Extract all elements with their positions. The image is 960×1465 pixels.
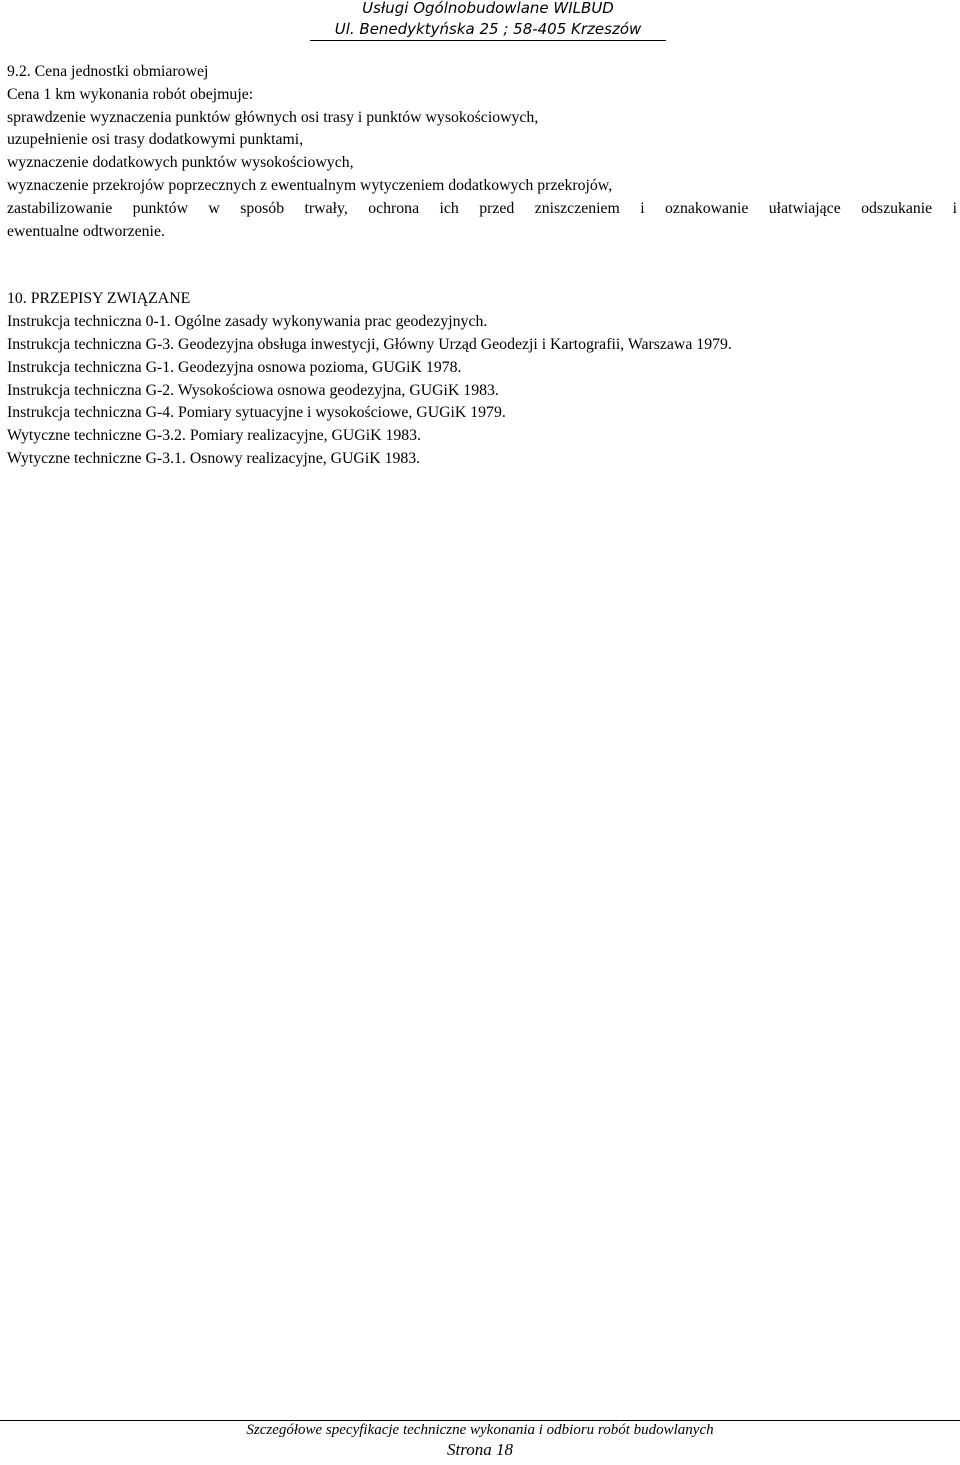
list-item: wyznaczenie dodatkowych punktów wysokościowych, <box>7 154 354 172</box>
reference-item: Wytyczne techniczne G-3.1. Osnowy realizacyjne, GUGiK 1983. <box>7 449 421 467</box>
section-spacer <box>7 243 957 288</box>
header-address: Ul. Benedyktyńska 25 ; 58-405 Krzeszów <box>334 20 642 38</box>
list-item: sprawdzenie wyznaczenia punktów głównych osi trasy i punktów wysokościowych, <box>7 108 539 126</box>
document-body <box>7 61 957 471</box>
header-company: Usługi Ogólnobudowlane WILBUD <box>362 0 614 17</box>
page-number: Strona 18 <box>447 1440 513 1459</box>
list-item-line: zastabilizowanie punktów w sposób trwały, ochrona ich przed zniszczeniem i oznakowanie ułatwiające odszukanie i <box>7 199 957 217</box>
section-9-2-heading: 9.2. Cena jednostki obmiarowej <box>7 63 209 80</box>
page-footer <box>0 1421 960 1460</box>
page-header <box>310 0 666 41</box>
reference-item: Instrukcja techniczna G-1. Geodezyjna osnowa pozioma, GUGiK 1978. <box>7 358 462 376</box>
reference-item: Instrukcja techniczna G-3. Geodezyjna obsługa inwestycji, Główny Urząd Geodezji i Kartografii, Warszawa 1979. <box>7 335 732 353</box>
section-9-2-intro: Cena 1 km wykonania robót obejmuje: <box>7 85 254 103</box>
reference-item: Instrukcja techniczna G-2. Wysokościowa osnowa geodezyjna, GUGiK 1983. <box>7 381 499 399</box>
reference-item: Wytyczne techniczne G-3.2. Pomiary realizacyjne, GUGiK 1983. <box>7 427 422 445</box>
reference-item: Instrukcja techniczna 0-1. Ogólne zasady wykonywania prac geodezyjnych. <box>7 313 488 331</box>
reference-item: Instrukcja techniczna G-4. Pomiary sytuacyjne i wysokościowe, GUGiK 1979. <box>7 404 506 422</box>
section-10-heading: 10. PRZEPISY ZWIĄZANE <box>7 290 191 308</box>
list-item-line: ewentualne odtworzenie. <box>7 222 165 240</box>
footer-title: Szczegółowe specyfikacje techniczne wykonania i odbioru robót budowlanych <box>246 1422 714 1438</box>
list-item: wyznaczenie przekrojów poprzecznych z ewentualnym wytyczeniem dodatkowych przekrojów, <box>7 176 613 194</box>
list-item: uzupełnienie osi trasy dodatkowymi punktami, <box>7 131 304 149</box>
